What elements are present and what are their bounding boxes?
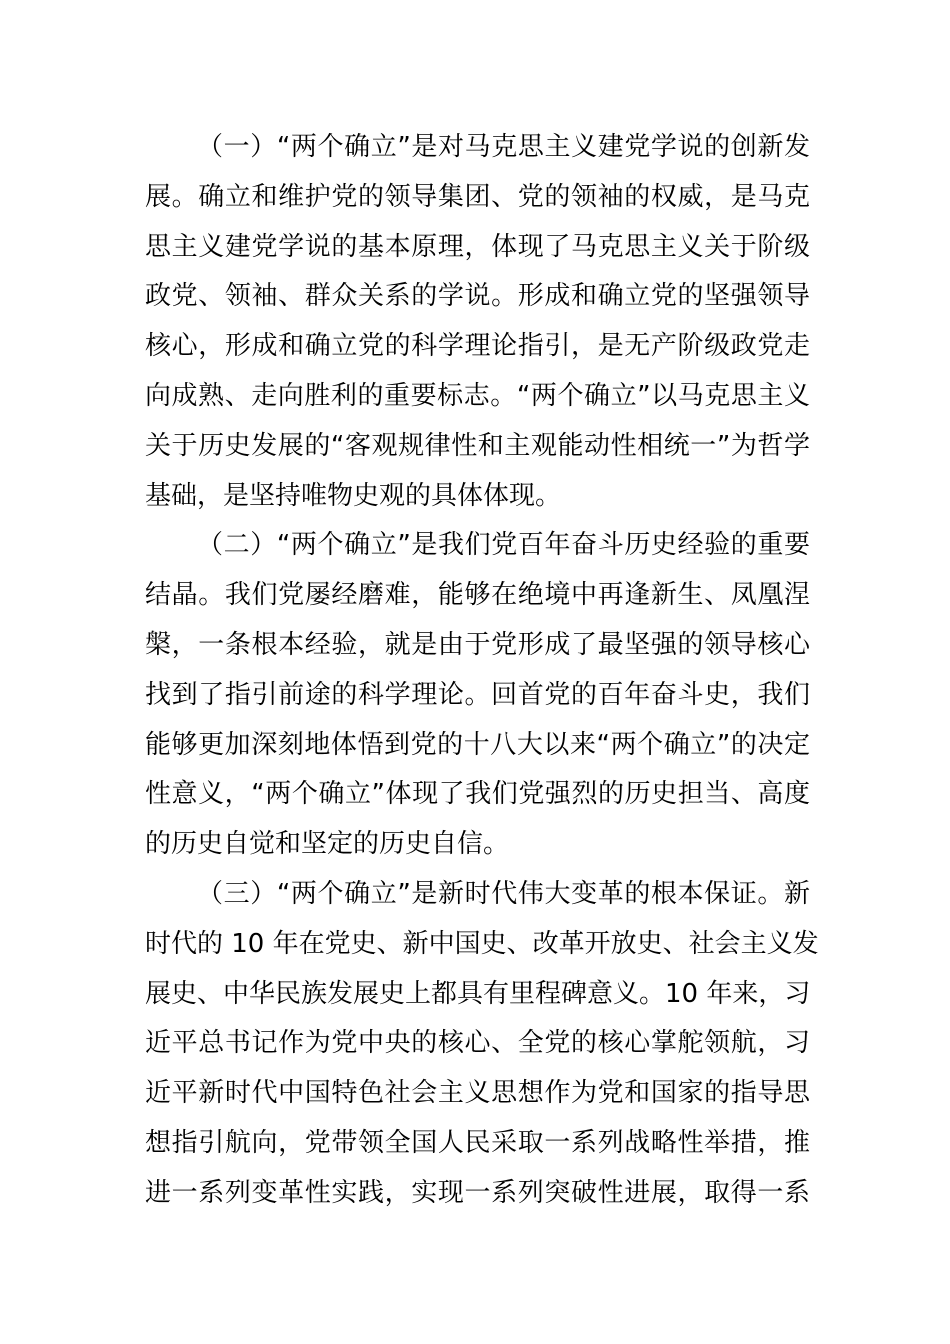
paragraph-1-line-7: 关于历史发展的“客观规律性和主观能动性相统一”为哲学: [145, 430, 810, 461]
paragraph-1-line-1: （一）“两个确立”是对马克思主义建党学说的创新发: [197, 132, 810, 162]
paragraph-1-line-6: 向成熟、走向胜利的重要标志。“两个确立”以马克思主义: [145, 380, 810, 411]
paragraph-1-line-5: 核心，形成和确立党的科学理论指引，是无产阶级政党走: [145, 331, 810, 362]
paragraph-3-line-5: 近平新时代中国特色社会主义思想作为党和国家的指导思: [145, 1078, 810, 1109]
paragraph-2-line-2: 结晶。我们党屡经磨难，能够在绝境中再逢新生、凤凰涅: [145, 580, 810, 611]
paragraph-2-line-6: 性意义，“两个确立”体现了我们党强烈的历史担当、高度: [145, 779, 810, 810]
paragraph-1-line-4: 政党、领袖、群众关系的学说。形成和确立党的坚强领导: [145, 281, 810, 312]
paragraph-3-line-1: （三）“两个确立”是新时代伟大变革的根本保证。新: [197, 878, 810, 909]
paragraph-2-line-5: 能够更加深刻地体悟到党的十八大以来“两个确立”的决定: [145, 729, 810, 760]
paragraph-3-line-7: 进一系列变革性实践，实现一系列突破性进展，取得一系: [145, 1177, 810, 1208]
paragraph-3-line-3: 展史、中华民族发展史上都具有里程碑意义。10 年来，习: [145, 978, 811, 1009]
paragraph-3-line-4: 近平总书记作为党中央的核心、全党的核心掌舵领航，习: [145, 1028, 810, 1059]
paragraph-2-line-1: （二）“两个确立”是我们党百年奋斗历史经验的重要: [197, 530, 810, 561]
paragraph-1-line-8: 基础，是坚持唯物史观的具体体现。: [145, 480, 562, 511]
paragraph-3-line-2: 时代的 10 年在党史、新中国史、改革开放史、社会主义发: [145, 928, 819, 959]
paragraph-2-line-7: 的历史自觉和坚定的历史自信。: [145, 829, 510, 860]
paragraph-1-line-3: 思主义建党学说的基本原理，体现了马克思主义关于阶级: [145, 231, 810, 262]
paragraph-3-line-6: 想指引航向，党带领全国人民采取一系列战略性举措，推: [145, 1127, 810, 1158]
paragraph-2-line-3: 槃，一条根本经验，就是由于党形成了最坚强的领导核心: [145, 629, 810, 660]
document-body: [145, 123, 819, 1219]
paragraph-2-line-4: 找到了指引前途的科学理论。回首党的百年奋斗史，我们: [145, 679, 810, 710]
paragraph-1-line-2: 展。确立和维护党的领导集团、党的领袖的权威，是马克: [145, 181, 810, 212]
